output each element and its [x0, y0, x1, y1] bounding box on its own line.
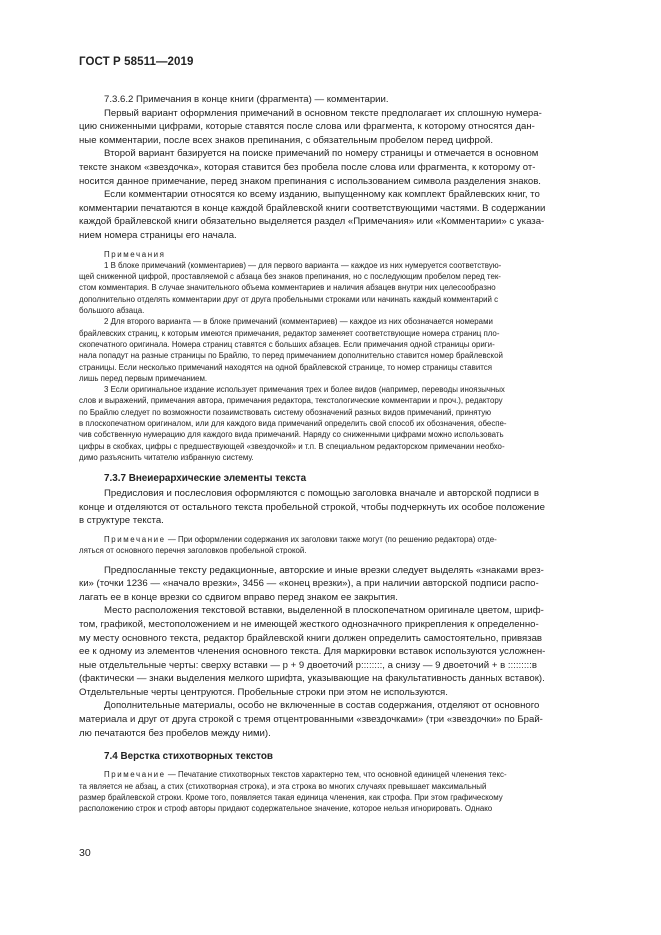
note-737 [79, 534, 608, 557]
note-74 [79, 769, 608, 814]
note-737-text: — При оформлении содержания их заголовки также могут (по решению редактора) отде- ляться от основного перечня заголовков пробельной строкой. [79, 534, 497, 556]
notes-label-text: Примечания [104, 249, 166, 259]
notes-block [79, 249, 608, 464]
section-heading-74: 7.4 Верстка стихотворных текстов [104, 751, 273, 763]
document-header: ГОСТ Р 58511—2019 [79, 56, 194, 68]
paragraph-first-variant: Первый вариант оформления примечаний в основном тексте предполагает их сплошную нумера- цию сниженными цифрами, которые ставятся после слова или фрагмента, к которому относятся дан- ные комментарии, после всех знаков препинания, с обязательным пробелом перед цифрой. [79, 107, 542, 146]
paragraph-text-insert: Место расположения текстовой вставки, выделенной в плоскопечатном оригинале цветом, шриф- том, графикой, местоположением и не имеющей жесткого однозначного прикрепления к определенно- му месту основного текста, редактор брайлевской книги должен определить самостоятельно, привязав ее к одному из элементов членения основного текста. Для маркировки вставок используются усложнен- ные отдельтельные черты: сверху вставки — р + 9 двоеточий р::::::::, а снизу — 9 двоеточий + в :::::::::в (фактически — знаки выделения мелкого шрифта, указывающие на факультативность данных вставок). Отдельтельные черты центруются. Пробельные строки при этом не используются. [79, 605, 546, 698]
paragraph-additional-materials: Дополнительные материалы, особо не включенные в состав содержания, отделяют от основного материала и друг от друга строкой с тремя отцентрованными «звездочками» (три «звездочки» по Брай- лю печатаются без пробелов между ними). [79, 700, 543, 739]
note-3: 3 Если оригинальное издание использует примечания трех и более видов (например, переводы иноязычных слов и выражений, примечания автора, примечания редактора, текстологические комментарии и проч.), редактору по Брайлю следует по возможности позаимствовать систему обозначений разных видов примечаний, принятую в плоскопечатном оригиналом, или для каждого вида примечаний определить свой способ их обозначения, обеспе- чив собственную нумерацию для каждого вида примечаний. Наряду со сниженными цифрами можно использовать цифры в скобках, цифры с предшествующей «звездочкой» и т.п. В специальном редакторском примечании необхо- димо разъяснить читателю избранную систему. [79, 385, 507, 462]
paragraph-insets: Предпосланные тексту редакционные, авторские и иные врезки следует выделять «знаками врез- ки» (точки 1236 — «начало врезки», 3456 — «конец врезки»), а при наличии авторской подписи распо- лагать ее в конце врезки со сдвигом вправо перед знаком ее закрытия. [79, 564, 544, 603]
page-number: 30 [79, 847, 91, 859]
page-content [79, 93, 608, 814]
notes-label [79, 249, 608, 260]
note-737-label: Примечание [104, 534, 166, 544]
section-heading-737: 7.3.7 Внеиерархические элементы текста [104, 473, 307, 485]
paragraph-7362-title: 7.3.6.2 Примечания в конце книги (фрагмента) — комментарии. [104, 94, 389, 105]
paragraph-whole-edition: Если комментарии относятся ко всему изданию, выпущенному как комплект брайлевских книг, то комментарии печатаются в конце каждой брайлевской книги соответствующими частями. В содержании каждой брайлевской книги обязательно выделяется раздел «Примечания» или «Комментарии» с указа- нием номера страницы его начала. [79, 189, 546, 241]
note-74-label: Примечание [104, 770, 166, 780]
note-2: 2 Для второго варианта — в блоке примечаний (комментариев) — каждое из них обозначается номерами брайлевских страниц, к которым имеются примечания, редактор заменяет соответствующие номера страниц пло- скопечатного оригинала. Номера страниц ставятся с больших абзацев. Если примечания одной страницы ориги- нала попадут на разные страницы по Брайлю, то перед примечанием дополнительно ставится номер брайлевской страницы. Если несколько примечаний находятся на одной брайлевской странице, то номер страницы ставится лишь перед первым примечанием. [79, 317, 503, 383]
note-1: 1 В блоке примечаний (комментариев) — для первого варианта — каждое из них нумеруется соответствую- щей сниженной цифрой, проставляемой с абзаца без знаков препинания, но с последующим пробелом перед тек- стом комментария. В случае значительного объема комментариев и наличия абзацев внутри них целесообразно дополнительно отделять комментарии друг от друга пробельными строками или начинать каждый комментарий с большого абзаца. [79, 260, 502, 316]
note-74-text: — Печатание стихотворных текстов характерно тем, что основной единицей членения текс- та является не абзац, а стих (стихотворная строка), и эта строка во многих случаях превышает максимальный размер брайлевской строки. Кроме того, появляется такая единица членения, как строфа. При этом графическому расположению строк и строф авторы придают содержательное значение, которое нельзя игнорировать. Однако [79, 770, 507, 814]
paragraph-prefaces: Предисловия и послесловия оформляются с помощью заголовка вначале и авторской подписи в конце и отделяются от остального текста пробельной строкой, чтобы подчеркнуть их особое положение в структуре текста. [79, 488, 545, 527]
paragraph-second-variant: Второй вариант базируется на поиске примечаний по номеру страницы и отмечается в основном тексте знаком «звездочка», которая ставится без пробела после слова или фрагмента, к которому от- носится данное примечание, перед знаком препинания с использованием символа разделения знаков. [79, 148, 541, 187]
